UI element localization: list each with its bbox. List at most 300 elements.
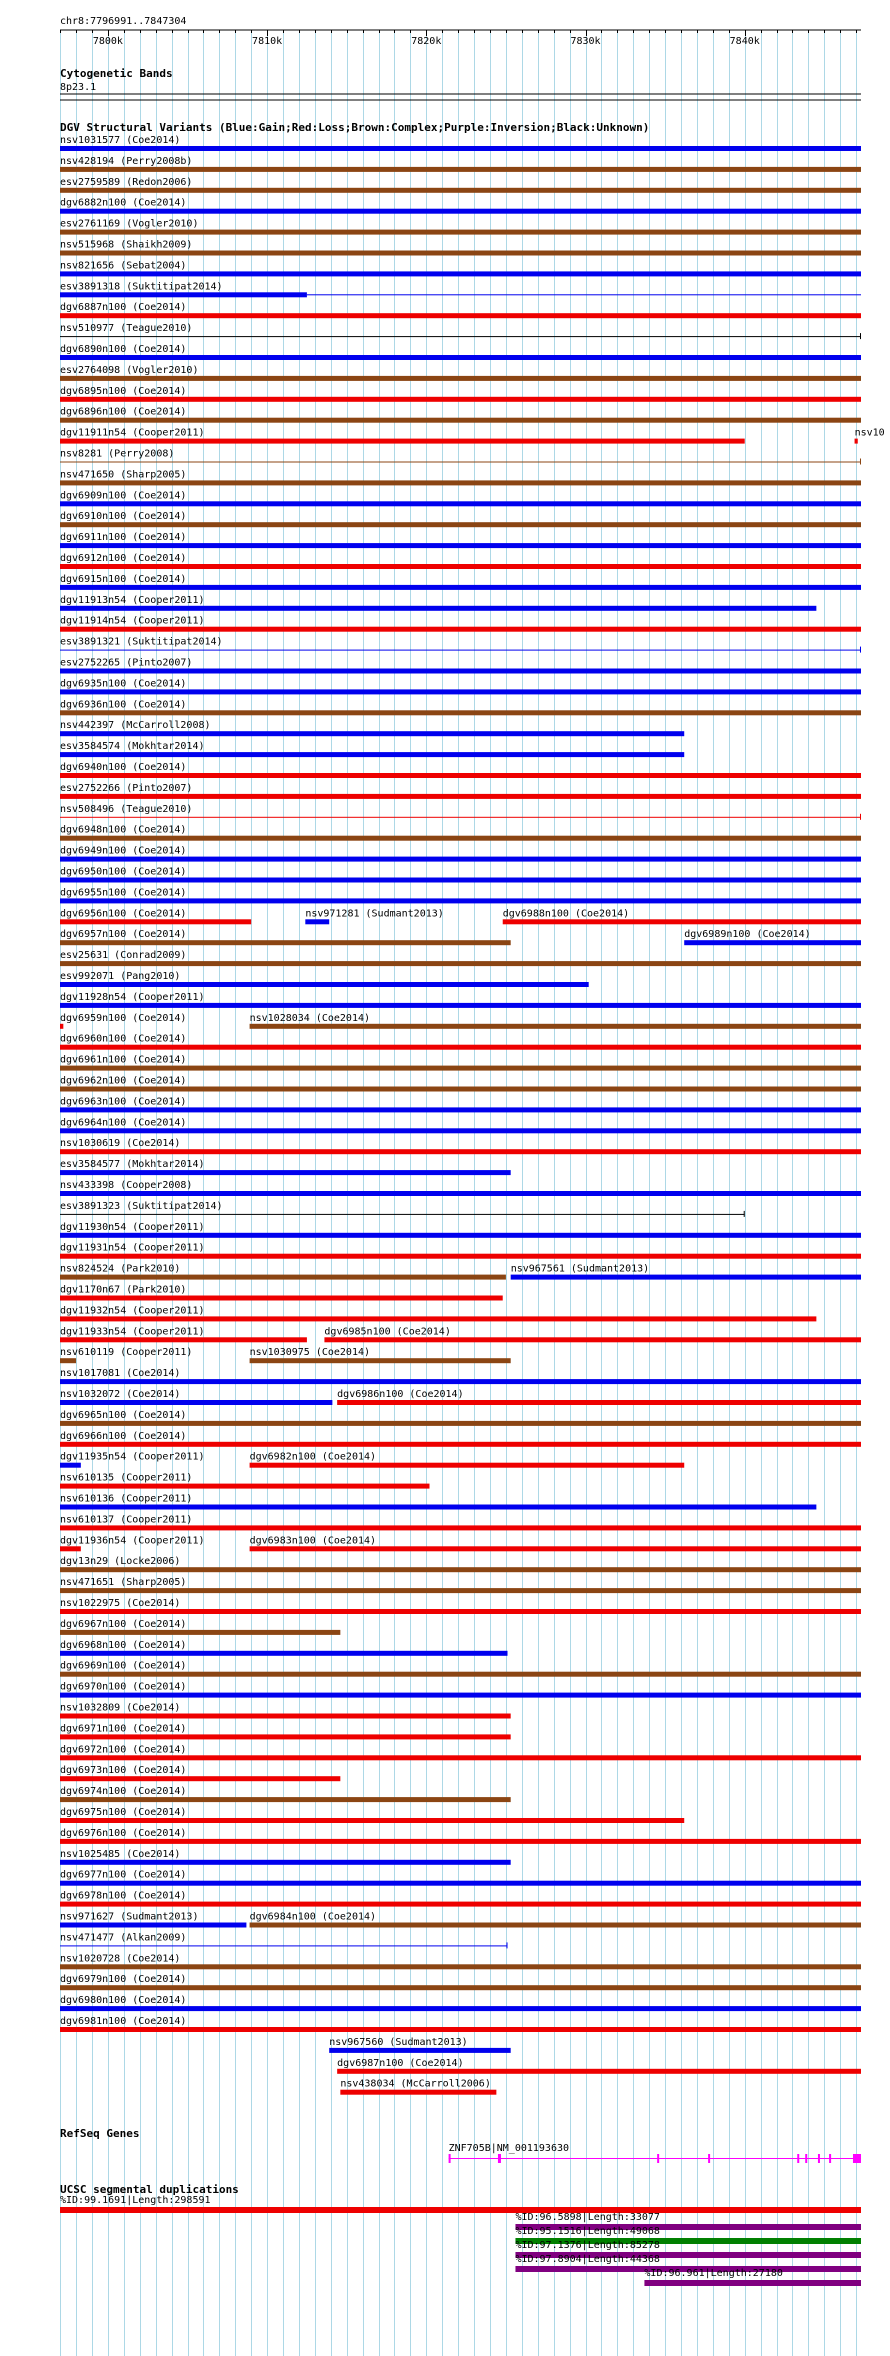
dgv-variant-bar: [60, 1358, 76, 1363]
dgv-variant-label: dgv6935n100 (Coe2014): [60, 678, 187, 690]
dgv-variant-label: dgv6895n100 (Coe2014): [60, 385, 187, 397]
dgv-variant-bar: [60, 146, 861, 151]
dgv-variant-feature[interactable]: [60, 1870, 861, 1886]
dgv-variant-bar: [340, 2090, 496, 2095]
dgv-variant-label: nsv824524 (Park2010): [60, 1263, 181, 1275]
dgv-variant-feature[interactable]: [60, 741, 684, 757]
dgv-variant-label: nsv967560 (Sudmant2013): [329, 2036, 468, 2048]
dgv-variant-bar: [324, 1337, 861, 1342]
dgv-variant-feature[interactable]: [60, 469, 861, 485]
dgv-variant-label: esv2761169 (Vogler2010): [60, 218, 199, 230]
dgv-variant-bar: [60, 1902, 861, 1907]
refseq-gene-feature[interactable]: [449, 2143, 861, 2163]
dgv-variant-label: nsv1032809 (Coe2014): [60, 1702, 181, 1714]
dgv-variant-label: esv2752265 (Pinto2007): [60, 657, 193, 669]
dgv-variant-feature[interactable]: [329, 2037, 510, 2053]
dgv-variant-label: nsv610136 (Cooper2011): [60, 1493, 193, 1505]
dgv-variant-label: nsv8281 (Perry2008): [60, 448, 175, 460]
dgv-variant-bar: [855, 439, 858, 444]
dgv-variant-label: nsv1030619 (Coe2014): [60, 1138, 181, 1150]
dgv-variant-bar: [60, 1087, 861, 1092]
dgv-variant-label: nsv610119 (Cooper2011): [60, 1347, 193, 1359]
dgv-variant-bar: [60, 752, 684, 757]
dgv-variant-label: dgv6966n100 (Coe2014): [60, 1430, 187, 1442]
dgv-variant-bar: [60, 397, 861, 402]
dgv-variant-feature[interactable]: [60, 511, 861, 527]
dgv-variant-bar: [60, 1128, 861, 1133]
dgv-variant-label: dgv11911n54 (Cooper2011): [60, 427, 205, 439]
dgv-variant-feature[interactable]: [60, 1159, 511, 1175]
dgv-variant-label: nsv1032072 (Coe2014): [60, 1389, 181, 1400]
dgv-variant-bar: [60, 1651, 508, 1656]
dgv-variant-label: dgv6980n100 (Coe2014): [60, 1995, 187, 2007]
refseq-track-title: RefSeq Genes: [60, 2127, 140, 2140]
dgv-variant-bar: [511, 1275, 861, 1280]
dgv-variant-feature[interactable]: [60, 887, 861, 903]
dgv-variant-feature[interactable]: [60, 386, 861, 402]
dgv-variant-feature[interactable]: [250, 1535, 861, 1551]
dgv-variant-bar: [60, 1693, 861, 1698]
dgv-variant-label: dgv11914n54 (Cooper2011): [60, 615, 205, 627]
dgv-variant-bar: [60, 669, 861, 674]
dgv-variant-bar: [250, 1463, 685, 1468]
dgv-variant-feature[interactable]: [60, 1473, 429, 1489]
dgv-variant-feature[interactable]: [60, 240, 861, 256]
dgv-variant-feature[interactable]: [250, 1452, 685, 1468]
dgv-variant-bar: [60, 1214, 745, 1215]
dgv-variant-feature[interactable]: [60, 1765, 340, 1781]
dgv-variant-label: dgv6983n100 (Coe2014): [249, 1535, 377, 1547]
dgv-variant-feature[interactable]: [340, 2079, 496, 2095]
dgv-variant-feature[interactable]: [60, 156, 861, 172]
refseq-exon: [829, 2154, 831, 2163]
dgv-variant-feature[interactable]: [337, 2058, 861, 2074]
refseq-exon: [708, 2154, 710, 2163]
dgv-variant-label: dgv6970n100 (Coe2014): [60, 1681, 187, 1693]
dgv-variant-feature[interactable]: [60, 1828, 861, 1844]
dgv-variant-label: esv992071 (Pang2010): [60, 971, 181, 982]
dgv-variant-label: dgv6975n100 (Coe2014): [60, 1807, 187, 1818]
dgv-variant-bar: [60, 1233, 861, 1238]
dgv-variant-bar: [503, 919, 861, 924]
refseq-exon: [853, 2154, 861, 2163]
dgv-variant-bar: [60, 209, 861, 214]
cytoband-bar[interactable]: [60, 94, 861, 100]
dgv-variant-bar: [60, 1964, 861, 1969]
dgv-variant-feature[interactable]: [60, 1264, 506, 1280]
dgv-variant-label: esv3891318 (Suktitipat2014): [60, 281, 223, 293]
dgv-variant-label: dgv6912n100 (Coe2014): [60, 553, 187, 564]
dgv-variant-feature[interactable]: [60, 428, 745, 444]
dgv-variant-feature[interactable]: [60, 1912, 246, 1928]
dgv-variant-feature[interactable]: [60, 1055, 861, 1071]
dgv-variant-bar: [60, 230, 861, 235]
dgv-variant-label: dgv6936n100 (Coe2014): [60, 699, 187, 711]
dgv-variant-feature[interactable]: [337, 1389, 861, 1405]
dgv-variant-label: dgv6987n100 (Coe2014): [337, 2057, 464, 2069]
dgv-variant-bar: [60, 1945, 508, 1946]
dgv-variant-bar: [60, 480, 861, 485]
dgv-variant-label: dgv6984n100 (Coe2014): [249, 1911, 377, 1923]
dgv-variant-bar: [60, 1149, 861, 1154]
dgv-variant-feature[interactable]: [60, 1577, 861, 1593]
dgv-variant-feature[interactable]: [60, 1180, 861, 1196]
dgv-variant-feature[interactable]: [60, 1598, 861, 1614]
dgv-variant-label: dgv6988n100 (Coe2014): [502, 908, 630, 920]
dgv-variant-feature[interactable]: [60, 219, 861, 235]
position-ruler[interactable]: [60, 30, 861, 47]
dgv-variant-feature[interactable]: [60, 1410, 861, 1426]
dgv-variant-feature[interactable]: [250, 1912, 861, 1928]
dgv-variant-feature[interactable]: [60, 1953, 861, 1969]
dgv-variant-bar: [60, 689, 861, 694]
dgv-variant-label: nsv610135 (Cooper2011): [60, 1472, 193, 1484]
dgv-variant-bar: [60, 1170, 511, 1175]
segdup-track-title: UCSC segmental duplications: [60, 2183, 239, 2196]
dgv-variant-bar: [60, 585, 861, 590]
dgv-variant-bar: [60, 167, 861, 172]
dgv-variant-label: dgv6978n100 (Coe2014): [60, 1890, 187, 1902]
dgv-variant-feature[interactable]: [60, 825, 861, 841]
dgv-variant-bar: [60, 1337, 307, 1342]
dgv-variant-label: dgv6967n100 (Coe2014): [60, 1618, 187, 1630]
dgv-variant-bar: [60, 1296, 503, 1301]
dgv-variant-feature[interactable]: [60, 198, 861, 214]
dgv-variant-bar: [60, 817, 861, 818]
dgv-variant-feature[interactable]: [60, 449, 861, 465]
dgv-variant-label: nsv1030975 (Coe2014): [249, 1347, 371, 1359]
dgv-variant-label: dgv13n29 (Locke2006): [60, 1556, 181, 1568]
dgv-variant-tail: [307, 294, 861, 295]
dgv-variant-label: dgv6955n100 (Coe2014): [60, 887, 187, 899]
dgv-variant-feature[interactable]: [60, 302, 861, 318]
dgv-variant-bar: [60, 313, 861, 318]
dgv-variant-bar: [60, 836, 861, 841]
dgv-variant-feature[interactable]: [60, 1744, 861, 1760]
dgv-variant-bar: [60, 1191, 861, 1196]
dgv-variant-bar: [337, 1400, 861, 1405]
dgv-variant-feature[interactable]: [60, 1995, 861, 2011]
dgv-variant-label: nsv1025485 (Coe2014): [60, 1848, 181, 1860]
dgv-variant-bar: [60, 1567, 861, 1572]
dgv-variant-feature[interactable]: [60, 1556, 861, 1572]
dgv-variant-bar: [60, 1755, 861, 1760]
dgv-variant-label: dgv6956n100 (Coe2014): [60, 908, 187, 920]
dgv-variant-feature[interactable]: [60, 260, 861, 276]
dgv-variant-feature[interactable]: [60, 532, 861, 548]
dgv-variant-bar: [60, 1609, 861, 1614]
dgv-variant-label: esv25631 (Conrad2009): [60, 950, 187, 962]
dgv-variant-bar: [684, 940, 861, 945]
dgv-variant-bar: [60, 898, 861, 903]
dgv-variant-feature[interactable]: [60, 1703, 511, 1719]
dgv-variant-bar: [60, 2006, 861, 2011]
dgv-variant-bar: [60, 271, 861, 276]
dgv-variant-bar: [60, 1463, 81, 1468]
dgv-variant-feature[interactable]: [60, 1891, 861, 1907]
dgv-variant-label: nsv471477 (Alkan2009): [60, 1932, 187, 1944]
dgv-variant-feature[interactable]: [60, 971, 589, 987]
refseq-exon: [449, 2154, 451, 2163]
dgv-variant-feature[interactable]: [60, 846, 861, 862]
dgv-variant-feature[interactable]: [60, 1389, 332, 1405]
dgv-variant-label: nsv438034 (McCarroll2006): [340, 2078, 491, 2090]
dgv-variant-bar: [60, 940, 511, 945]
dgv-variant-bar: [60, 1818, 684, 1823]
dgv-variant-bar: [60, 1505, 816, 1510]
dgv-variant-feature[interactable]: [60, 323, 861, 339]
dgv-variant-bar: [60, 1734, 511, 1739]
dgv-variant-feature[interactable]: [60, 1222, 861, 1238]
dgv-variant-label: esv3584577 (Mokhtar2014): [60, 1159, 205, 1171]
dgv-variant-bar: [60, 462, 861, 463]
ruler-tick-label: 7830k: [570, 36, 601, 47]
dgv-variant-feature[interactable]: [60, 1034, 861, 1050]
dgv-variant-label: dgv11935n54 (Cooper2011): [60, 1451, 205, 1463]
dgv-variant-label: dgv6950n100 (Coe2014): [60, 866, 187, 878]
dgv-variant-bar: [60, 627, 861, 632]
dgv-variant-bar: [60, 1797, 511, 1802]
dgv-variant-feature[interactable]: [684, 929, 861, 945]
dgv-variant-feature[interactable]: [60, 804, 861, 820]
dgv-variant-feature[interactable]: [250, 1347, 511, 1363]
dgv-variant-feature[interactable]: [60, 1723, 511, 1739]
dgv-variant-bar: [60, 2027, 861, 2032]
dgv-variant-feature[interactable]: [60, 720, 684, 736]
dgv-variant-feature[interactable]: [60, 1243, 861, 1259]
dgv-variant-feature[interactable]: [60, 135, 861, 151]
dgv-variant-feature[interactable]: [60, 762, 861, 778]
dgv-variant-label: dgv6959n100 (Coe2014): [60, 1012, 187, 1024]
dgv-variant-feature[interactable]: [60, 678, 861, 694]
dgv-variant-feature[interactable]: [60, 344, 861, 360]
dgv-variant-label: dgv11932n54 (Cooper2011): [60, 1305, 205, 1317]
dgv-variant-label: dgv11913n54 (Cooper2011): [60, 594, 205, 606]
dgv-variant-label: esv3584574 (Mokhtar2014): [60, 741, 205, 753]
dgv-variant-feature[interactable]: [60, 867, 861, 883]
dgv-variant-label: esv2759589 (Redon2006): [60, 176, 193, 188]
refseq-track: [449, 2143, 861, 2163]
dgv-variant-label: dgv6949n100 (Coe2014): [60, 845, 187, 857]
dgv-variant-end-tick: [744, 1211, 745, 1217]
dgv-variant-label: dgv6981n100 (Coe2014): [60, 2016, 187, 2027]
segdup-label: %ID:96.961|Length:27180: [644, 2268, 783, 2279]
dgv-variant-feature[interactable]: [60, 1305, 816, 1321]
dgv-variant-bar: [60, 439, 745, 444]
dgv-variant-label: nsv967561 (Sudmant2013): [510, 1263, 650, 1275]
dgv-variant-bar: [60, 1066, 861, 1071]
dgv-variant-bar: [60, 336, 861, 337]
dgv-variant-label: nsv971281 (Sudmant2013): [305, 908, 444, 920]
dgv-variant-feature[interactable]: [60, 1368, 861, 1384]
dgv-variant-feature[interactable]: [60, 1661, 861, 1677]
dgv-variant-feature[interactable]: [60, 490, 861, 506]
dgv-variant-feature[interactable]: [250, 1013, 861, 1029]
dgv-variant-label: dgv6979n100 (Coe2014): [60, 1974, 187, 1986]
dgv-variant-feature[interactable]: [60, 407, 861, 423]
ruler-range-label: chr8:7796991..7847304: [60, 16, 187, 27]
refseq-exon: [498, 2154, 501, 2163]
dgv-variant-bar: [60, 292, 307, 297]
segdup-label: %ID:97.1376|Length:85278: [515, 2240, 660, 2251]
dgv-variant-label: nsv471651 (Sharp2005): [60, 1577, 187, 1589]
dgv-variant-end-tick: [860, 333, 861, 339]
dgv-variant-label: dgv6968n100 (Coe2014): [60, 1639, 187, 1651]
ruler-tick-label: 7810k: [252, 36, 283, 47]
dgv-variant-feature[interactable]: [60, 1494, 816, 1510]
dgv-variant-feature[interactable]: [60, 637, 861, 653]
refseq-gene-label: ZNF705B|NM_001193630: [448, 2143, 570, 2154]
dgv-variant-bar: [60, 1881, 861, 1886]
dgv-variant-label: dgv6977n100 (Coe2014): [60, 1869, 187, 1881]
dgv-variant-feature[interactable]: [60, 1013, 186, 1029]
dgv-variant-label: dgv6960n100 (Coe2014): [60, 1033, 187, 1045]
dgv-variant-feature[interactable]: [60, 177, 861, 193]
dgv-variant-label: nsv821656 (Sebat2004): [60, 260, 187, 272]
dgv-variant-bar: [60, 1588, 861, 1593]
dgv-variant-feature[interactable]: [60, 1849, 511, 1865]
dgv-variant-feature[interactable]: [855, 428, 885, 444]
dgv-variant-feature[interactable]: [60, 574, 861, 590]
dgv-variant-label: nsv1031577 (Coe2014): [60, 135, 181, 146]
dgv-variant-bar: [60, 355, 861, 360]
dgv-variant-bar: [329, 2048, 510, 2053]
dgv-variant-feature[interactable]: [60, 2016, 861, 2032]
segdup-feature[interactable]: [60, 2195, 861, 2213]
dgv-variant-bar: [60, 794, 861, 799]
refseq-exon: [805, 2154, 807, 2163]
dgv-variant-bar: [60, 1484, 429, 1489]
dgv-variant-bar: [60, 773, 861, 778]
dgv-variant-feature[interactable]: [60, 1452, 205, 1468]
dgv-variant-label: dgv6910n100 (Coe2014): [60, 511, 187, 523]
dgv-variant-label: dgv6969n100 (Coe2014): [60, 1660, 187, 1672]
dgv-variant-bar: [60, 1525, 861, 1530]
dgv-variant-end-tick: [507, 1942, 508, 1948]
cytoband-label: 8p23.1: [60, 82, 97, 93]
dgv-variant-end-tick: [860, 814, 861, 820]
dgv-variant-bar: [60, 1672, 861, 1677]
dgv-variant-label: dgv6982n100 (Coe2014): [249, 1451, 377, 1463]
dgv-variant-bar: [60, 1860, 511, 1865]
dgv-variant-feature[interactable]: [60, 1786, 511, 1802]
dgv-variant-feature[interactable]: [60, 1076, 861, 1092]
dgv-variant-feature[interactable]: [60, 1431, 861, 1447]
dgv-variant-feature[interactable]: [60, 1682, 861, 1698]
dgv-variant-bar: [60, 251, 861, 256]
dgv-variant-bar: [250, 1024, 861, 1029]
dgv-variant-label: nsv442397 (McCarroll2008): [60, 720, 211, 732]
dgv-variant-bar: [250, 1358, 511, 1363]
segdup-bar: [60, 2207, 861, 2213]
dgv-variant-feature[interactable]: [60, 783, 861, 799]
dgv-variant-bar: [60, 1839, 861, 1844]
dgv-variant-label: dgv6957n100 (Coe2014): [60, 929, 187, 941]
dgv-variant-feature[interactable]: [60, 1201, 745, 1217]
dgv-variant-label: nsv428194 (Perry2008b): [60, 155, 193, 167]
dgv-variant-feature[interactable]: [60, 595, 816, 611]
dgv-variant-label: dgv6911n100 (Coe2014): [60, 532, 187, 544]
dgv-variant-bar: [60, 1254, 861, 1259]
dgv-variant-feature[interactable]: [60, 699, 861, 715]
dgv-variant-label: dgv6882n100 (Coe2014): [60, 197, 187, 209]
dgv-variant-label: dgv6973n100 (Coe2014): [60, 1765, 187, 1777]
dgv-variant-bar: [60, 710, 861, 715]
dgv-variant-feature[interactable]: [60, 1514, 861, 1530]
dgv-variant-feature[interactable]: [60, 658, 861, 674]
dgv-variant-bar: [60, 1714, 511, 1719]
dgv-variant-label: nsv1022975 (Coe2014): [60, 1598, 181, 1609]
dgv-variant-label: dgv1170n67 (Park2010): [60, 1284, 187, 1296]
dgv-variant-feature[interactable]: [60, 616, 861, 632]
dgv-variant-feature[interactable]: [60, 1117, 861, 1133]
dgv-variant-label: nsv433398 (Cooper2008): [60, 1180, 193, 1191]
dgv-variant-feature[interactable]: [60, 1096, 861, 1112]
dgv-variant-label: dgv6890n100 (Coe2014): [60, 344, 187, 355]
dgv-variant-bar: [60, 731, 684, 736]
dgv-variant-feature[interactable]: [60, 1807, 684, 1823]
dgv-variant-bar: [60, 606, 816, 611]
dgv-track: [60, 135, 885, 2095]
dgv-variant-label: dgv6985n100 (Coe2014): [324, 1326, 451, 1338]
segdup-label: %ID:99.1691|Length:298591: [60, 2195, 211, 2206]
dgv-variant-feature[interactable]: [305, 908, 443, 924]
dgv-variant-label: esv2752266 (Pinto2007): [60, 782, 193, 794]
dgv-variant-label: dgv11931n54 (Cooper2011): [60, 1242, 205, 1254]
dgv-variant-bar: [60, 1442, 861, 1447]
dgv-variant-feature[interactable]: [60, 908, 251, 924]
dgv-variant-bar: [60, 650, 861, 651]
dgv-variant-feature[interactable]: [60, 1285, 503, 1301]
segdup-label: %ID:96.5898|Length:33077: [515, 2212, 660, 2223]
cytoband-track-title: Cytogenetic Bands: [60, 67, 173, 80]
dgv-variant-feature[interactable]: [60, 365, 861, 381]
dgv-variant-label: dgv6915n100 (Coe2014): [60, 573, 187, 585]
dgv-variant-bar: [60, 188, 861, 193]
dgv-variant-label: nsv1017081 (Coe2014): [60, 1368, 181, 1380]
ruler-tick-label: 7840k: [729, 36, 760, 47]
dgv-variant-bar: [60, 1421, 861, 1426]
dgv-variant-bar: [60, 1275, 506, 1280]
dgv-variant-bar: [60, 1923, 246, 1928]
segdup-bar: [644, 2280, 861, 2286]
dgv-variant-bar: [60, 1400, 332, 1405]
dgv-variant-label: dgv11933n54 (Cooper2011): [60, 1326, 205, 1338]
dgv-variant-label: dgv6986n100 (Coe2014): [337, 1389, 464, 1400]
dgv-variant-bar: [60, 501, 861, 506]
dgv-variant-feature[interactable]: [60, 1619, 340, 1635]
dgv-variant-feature[interactable]: [60, 1326, 307, 1342]
dgv-variant-end-tick: [860, 647, 861, 653]
dgv-variant-feature[interactable]: [60, 1535, 205, 1551]
dgv-variant-feature[interactable]: [60, 553, 861, 569]
dgv-variant-feature[interactable]: [60, 929, 511, 945]
dgv-variant-bar: [60, 376, 861, 381]
dgv-variant-label: dgv6989n100 (Coe2014): [684, 929, 811, 941]
dgv-variant-feature[interactable]: [60, 1138, 861, 1154]
dgv-variant-feature[interactable]: [60, 992, 861, 1008]
dgv-variant-feature[interactable]: [60, 281, 861, 297]
dgv-variant-bar: [60, 522, 861, 527]
dgv-variant-feature[interactable]: [60, 950, 861, 966]
dgv-variant-label: nsv610137 (Cooper2011): [60, 1514, 193, 1526]
dgv-variant-feature[interactable]: [60, 1974, 861, 1990]
segdup-track: [60, 2195, 861, 2286]
dgv-variant-bar: [60, 982, 589, 987]
dgv-variant-bar: [60, 919, 251, 924]
dgv-variant-feature[interactable]: [324, 1326, 861, 1342]
dgv-variant-label: nsv515968 (Shaikh2009): [60, 239, 193, 251]
